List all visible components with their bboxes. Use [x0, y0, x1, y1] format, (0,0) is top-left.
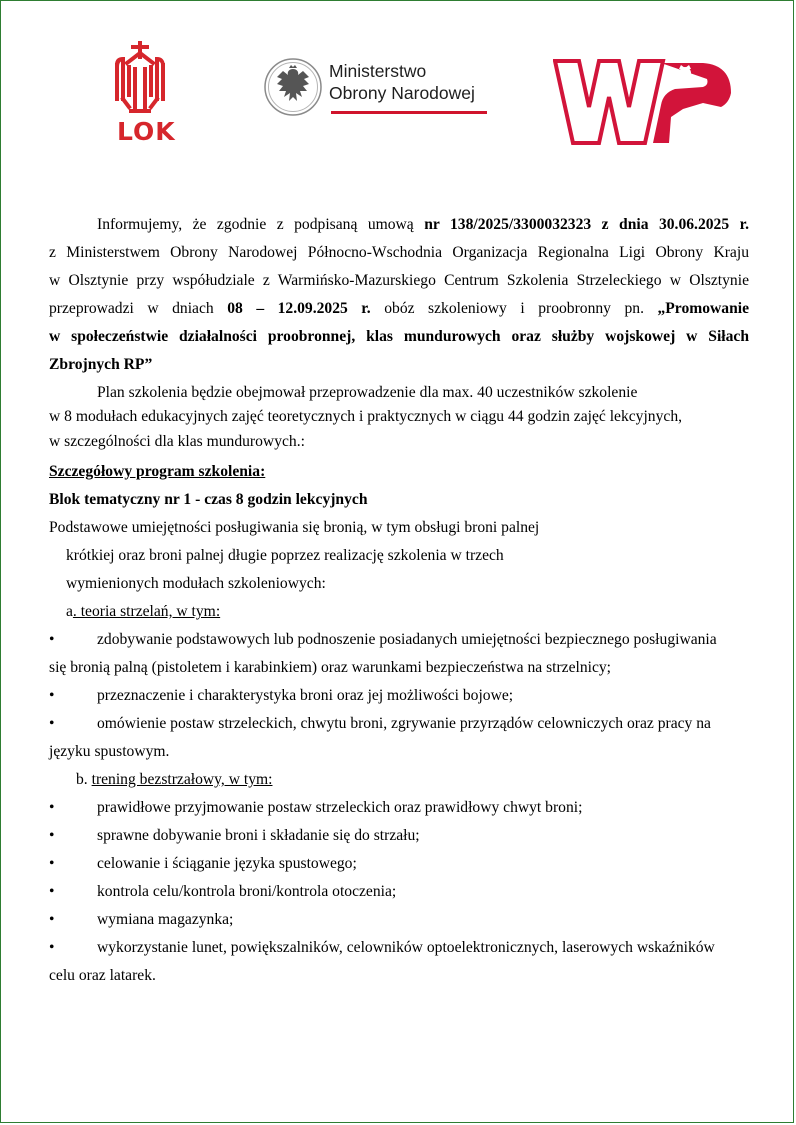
lok-logo	[109, 37, 176, 149]
list-item-text: sprawne dobywanie broni i składanie się do strzału;	[97, 827, 420, 844]
mon-red-bar	[331, 111, 487, 114]
list-item-text: wymiana magazynka;	[97, 911, 234, 928]
intro-line-3: w Olsztynie przy współudziale z Warmińsko-Mazurskiego Centrum Szkolenia Strzeleckiego w Olsztynie	[49, 272, 749, 289]
bullet-icon: •	[49, 939, 55, 956]
mon-name-line2: Obrony Narodowej	[329, 83, 475, 103]
list-item-continuation: celu oraz latarek.	[49, 967, 156, 984]
block-heading: Blok tematyczny nr 1 - czas 8 godzin lekcyjnych	[49, 491, 368, 508]
camp-title-line-3: Zbrojnych RP”	[49, 356, 153, 373]
section-b-prefix: b.	[76, 771, 88, 788]
intro-line-1	[97, 215, 749, 235]
block-desc-line-1: Podstawowe umiejętności posługiwania się bronią, w tym obsługi broni palnej	[49, 519, 540, 536]
list-item-text: omówienie postaw strzeleckich, chwytu broni, zgrywanie przyrządów celowniczych oraz pracy na	[97, 715, 711, 732]
section-b-heading	[76, 770, 272, 790]
bullet-icon: •	[49, 715, 55, 732]
list-item-text: kontrola celu/kontrola broni/kontrola otoczenia;	[97, 883, 397, 900]
list-item-text: przeznaczenie i charakterystyka broni oraz jej możliwości bojowe;	[97, 687, 514, 704]
section-a-title: . teoria strzelań, w tym:	[72, 603, 221, 620]
plan-line-3: w szczególności dla klas mundurowych.:	[49, 433, 305, 450]
wp-text-line1: WOJSKO	[675, 121, 717, 131]
list-item-continuation: języku spustowym.	[49, 743, 170, 760]
intro-text: Informujemy, że zgodnie z podpisaną umową	[97, 216, 414, 233]
list-item-text: prawidłowe przyjmowanie postaw strzeleckich oraz prawidłowy chwyt broni;	[97, 799, 583, 816]
camp-dates: 08 – 12.09.2025 r.	[227, 300, 371, 317]
contract-number: nr 138/2025/3300032323 z dnia 30.06.2025 r.	[424, 216, 749, 233]
mon-name-line1: Ministerstwo	[329, 61, 427, 81]
section-b-title: trening bezstrzałowy, w tym:	[91, 771, 273, 788]
wojsko-polskie-logo	[553, 59, 733, 145]
list-item-continuation: się bronią palną (pistoletem i karabinkiem) oraz warunkami bezpieczeństwa na strzelnicy;	[49, 659, 612, 676]
plan-line-2: w 8 modułach edukacyjnych zajęć teoretycznych i praktycznych w ciągu 44 godzin zajęć lekcyjnych,	[49, 408, 683, 425]
block-desc-line-2: krótkiej oraz broni palnej długie poprzez realizację szkolenia w trzech	[66, 547, 504, 564]
bullet-icon: •	[49, 883, 55, 900]
bullet-icon: •	[49, 827, 55, 844]
plan-line-1: Plan szkolenia będzie obejmował przeprowadzenie dla max. 40 uczestników szkolenie	[97, 384, 638, 401]
lok-text: LOK	[117, 117, 176, 146]
camp-title: „Promowanie	[657, 300, 750, 317]
intro-text: obóz szkoleniowy i proobronny pn.	[384, 300, 644, 317]
wp-text-line2: POLSKIE	[671, 131, 710, 140]
bullet-icon: •	[49, 631, 55, 648]
intro-line-4	[49, 299, 749, 319]
section-a-prefix: a	[66, 603, 73, 620]
intro-text: przeprowadzi w dniach	[49, 300, 214, 317]
block-desc-line-3: wymienionych modułach szkoleniowych:	[66, 575, 326, 592]
program-heading: Szczegółowy program szkolenia:	[49, 463, 266, 480]
bullet-icon: •	[49, 911, 55, 928]
intro-line-2: z Ministerstwem Obrony Narodowej Północno-Wschodnia Organizacja Regionalna Ligi Obrony Kraju	[49, 244, 749, 261]
mon-eagle-emblem-icon	[263, 57, 323, 117]
section-a-heading	[66, 602, 220, 622]
list-item-text: zdobywanie podstawowych lub podnoszenie posiadanych umiejętności bezpiecznego posługiwania	[97, 631, 717, 648]
bullet-icon: •	[49, 855, 55, 872]
list-item-text: celowanie i ściąganie języka spustowego;	[97, 855, 357, 872]
list-item-text: wykorzystanie lunet, powiększalników, celowników optoelektronicznych, laserowych wskaźników	[97, 939, 715, 956]
mon-logo	[263, 57, 491, 117]
bullet-icon: •	[49, 799, 55, 816]
bullet-icon: •	[49, 687, 55, 704]
camp-title-line-2: w społeczeństwie działalności proobronnej, klas mundurowych oraz służby wojskowej w Siłach	[49, 328, 749, 345]
